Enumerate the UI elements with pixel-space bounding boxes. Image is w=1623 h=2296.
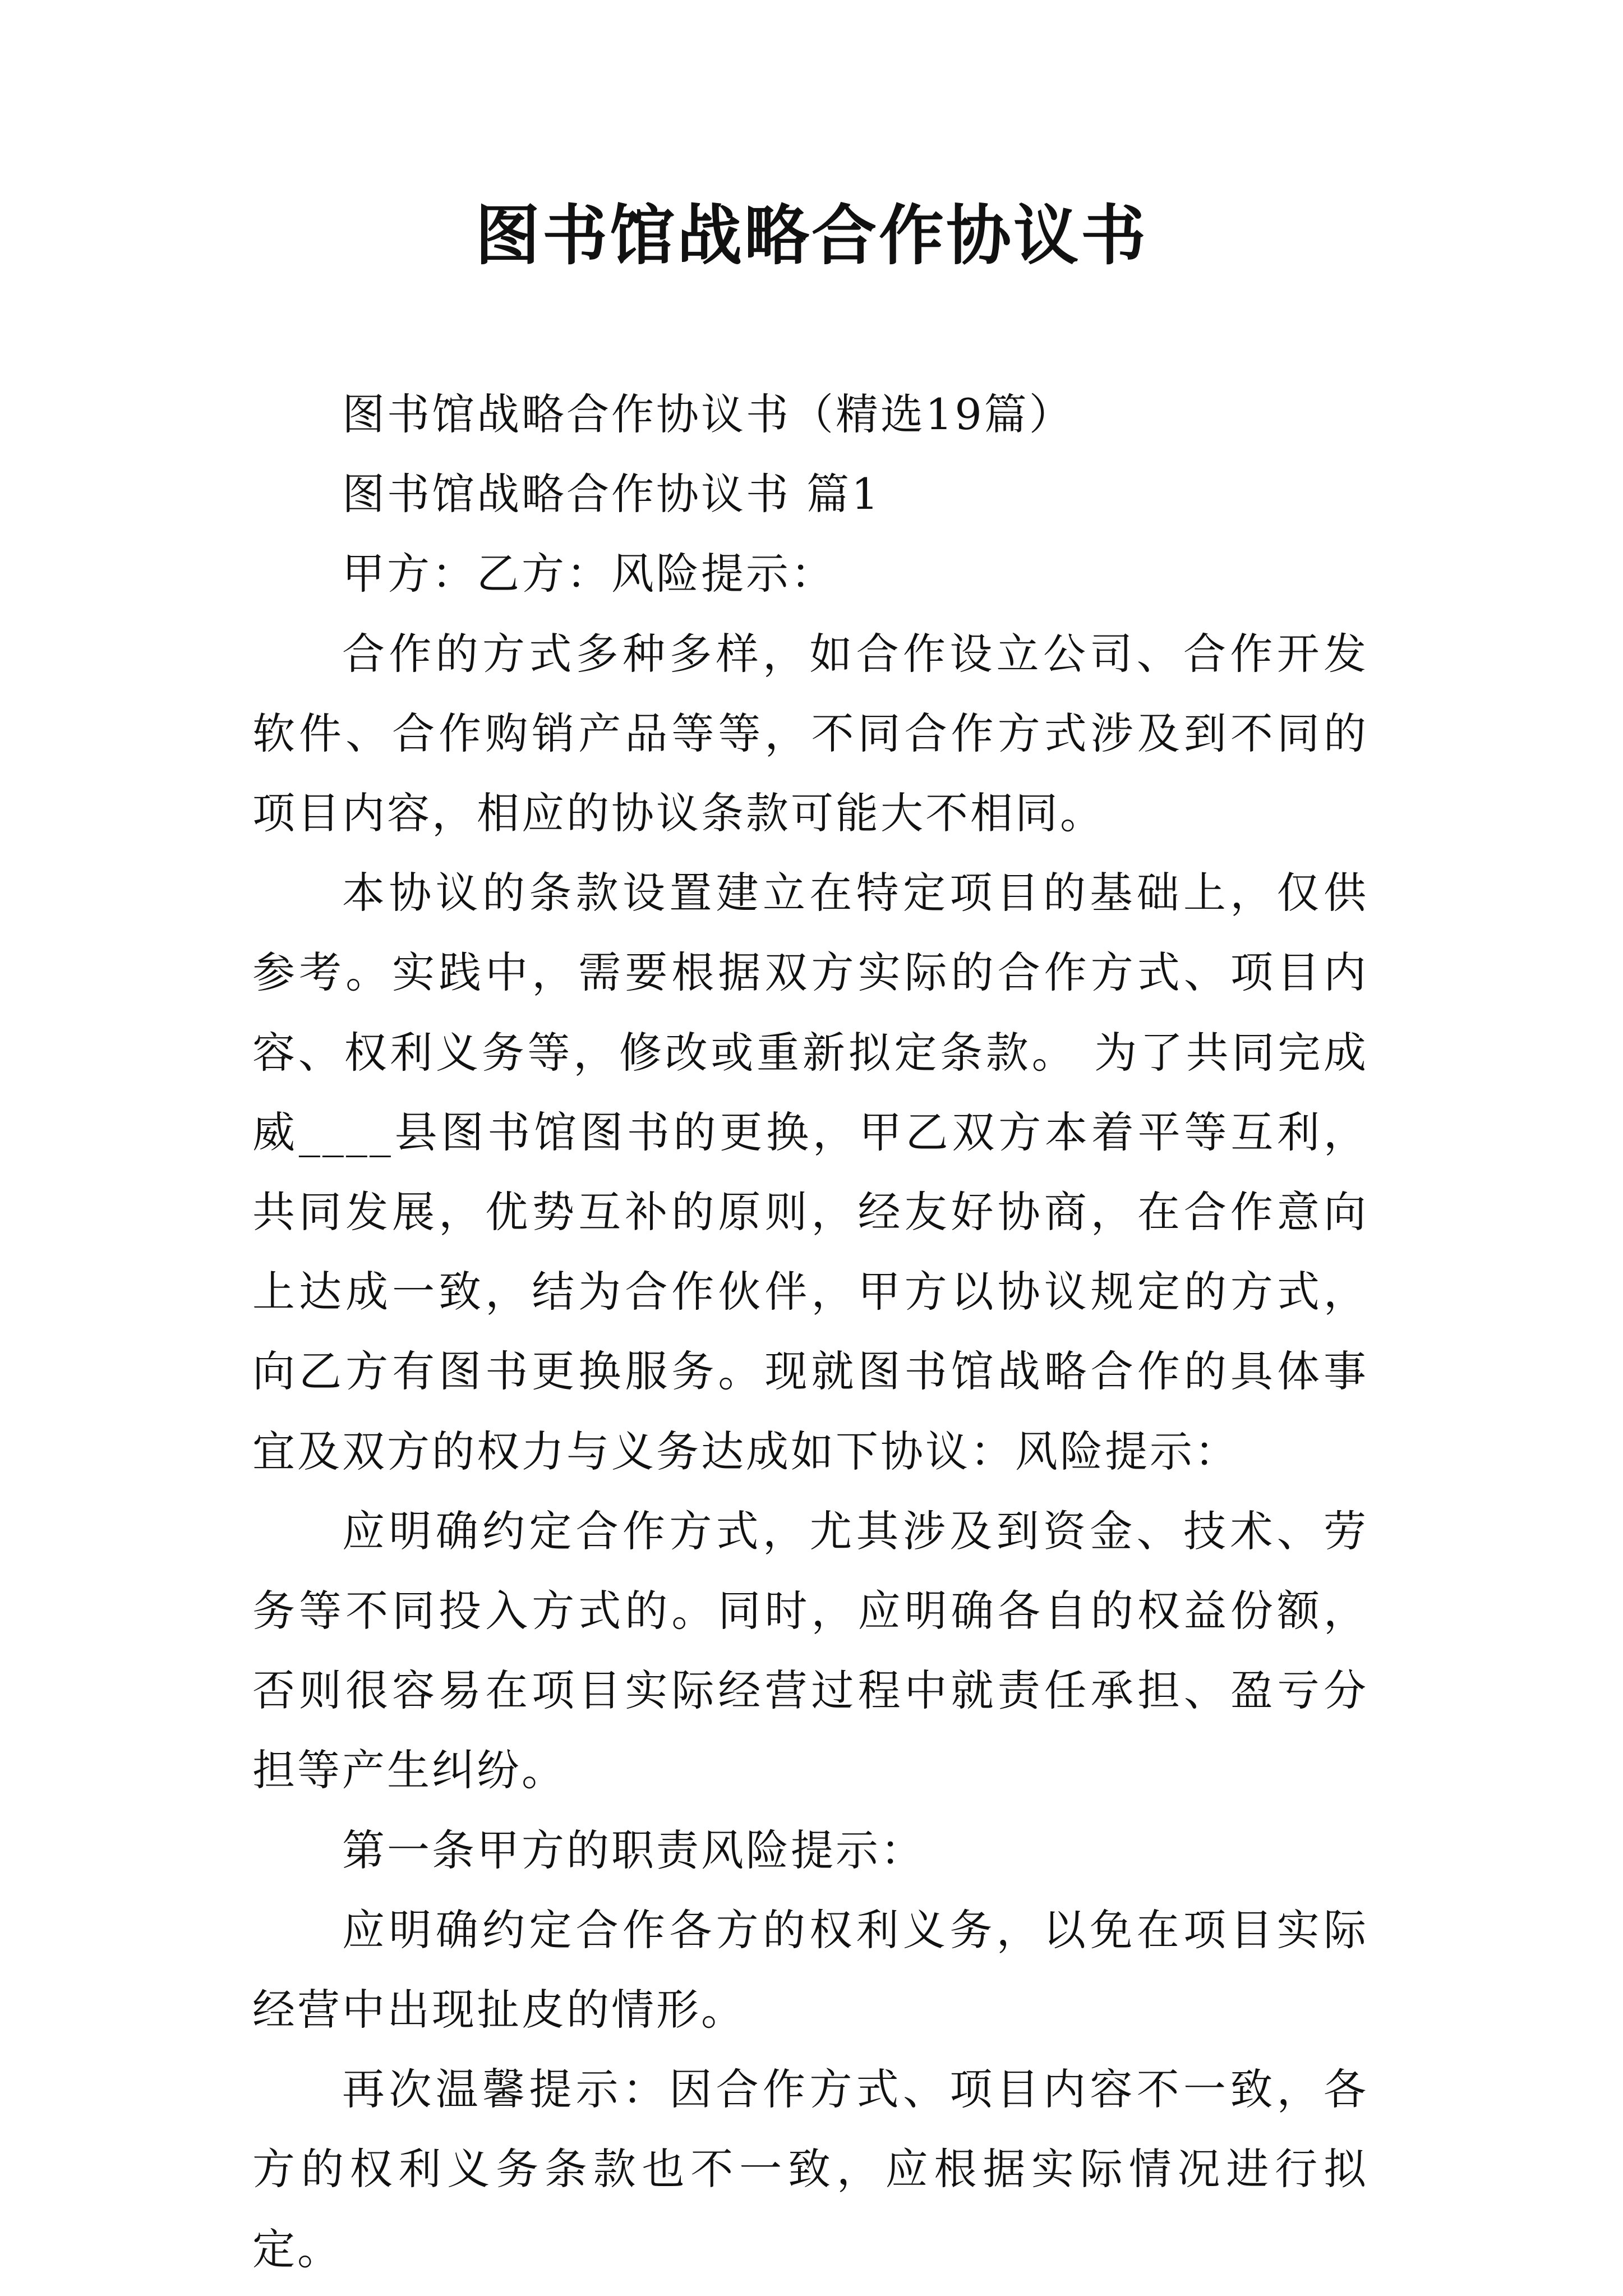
body-paragraph: 合作的方式多种多样，如合作设立公司、合作开发软件、合作购销产品等等，不同合作方式涉及到不同的项目内容，相应的协议条款可能大不相同。 [252, 628, 1368, 839]
document-title: 图书馆战略合作协议书 [475, 197, 1148, 274]
article-heading: 第一条甲方的职责风险提示： [342, 1825, 925, 1875]
body-paragraph: 本协议的条款设置建立在特定项目的基础上，仅供参考。实践中，需要根据双方实际的合作方式、项目内容、权利义务等，修改或重新拟定条款。 为了共同完成威____县图书馆图书的更换，甲乙双方本着平等互利，共同发展，优势互补的原则，经友好协商，在合作意向上达成一致，结为合作伙伴，甲方以协议规定的方式，向乙方有图书更换服务。现就图书馆战略合作的具体事宜及双方的权力与义务达成如下协议：风险提示： [252, 868, 1368, 1476]
body-paragraph: 再次温馨提示：因合作方式、项目内容不一致，各方的权利义务条款也不一致，应根据实际情况进行拟定。 [252, 2064, 1368, 2274]
section-heading: 图书馆战略合作协议书 篇1 [342, 469, 881, 519]
subtitle-paragraph: 图书馆战略合作协议书（精选19篇） [342, 389, 1074, 439]
body-paragraph: 应明确约定合作各方的权利义务，以免在项目实际经营中出现扯皮的情形。 [252, 1904, 1368, 2035]
parties-line: 甲方：乙方：风险提示： [342, 549, 836, 599]
body-paragraph: 应明确约定合作方式，尤其涉及到资金、技术、劳务等不同投入方式的。同时，应明确各自的权益份额，否则很容易在项目实际经营过程中就责任承担、盈亏分担等产生纠纷。 [252, 1506, 1368, 1796]
document-body [252, 375, 1368, 2289]
